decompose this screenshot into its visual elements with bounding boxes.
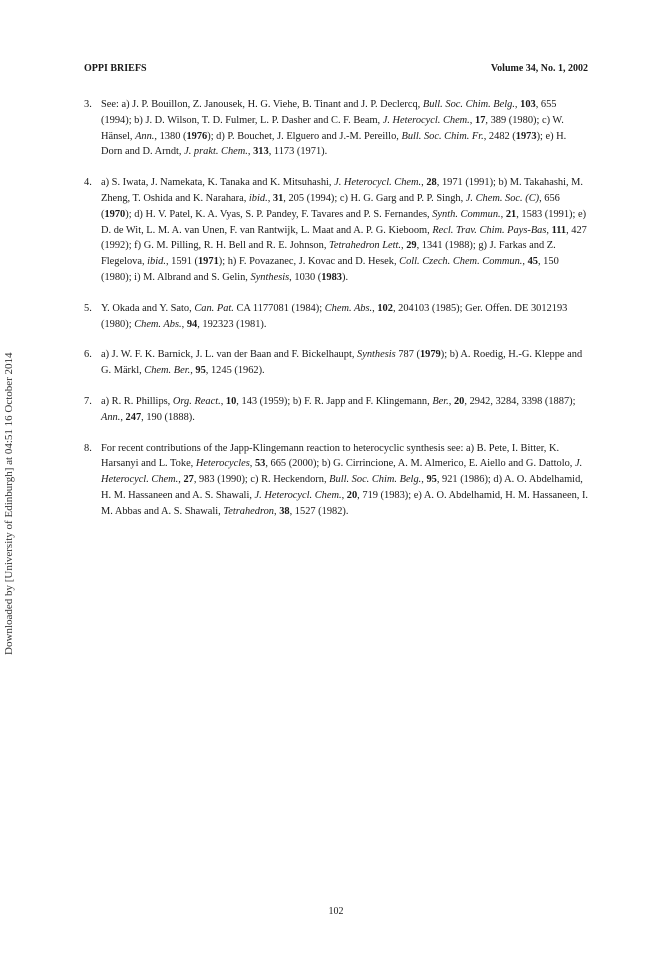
reference-number: 8. (84, 442, 92, 454)
citation-text: , (372, 302, 378, 314)
reference-number: 5. (84, 302, 92, 314)
reference-number: 6. (84, 349, 92, 361)
citation-text: , (448, 395, 454, 407)
citation-text: See: a) J. P. Bouillon, Z. Janousek, H. G. Viehe, B. Tinant and J. P. Declercq, (101, 99, 423, 110)
reference-number: 7. (84, 395, 92, 407)
citation-text: , (341, 489, 347, 501)
citation-text: ); b) A. Roedig, H.-G. Kleppe and G. Märkl, (101, 349, 583, 377)
citation-text: , (190, 365, 196, 377)
volume-number: 10 (225, 395, 237, 407)
citation-text: , 1591 ( (165, 256, 198, 268)
volume-number: 95 (426, 474, 437, 486)
volume-number: 28 (426, 177, 437, 189)
page-number: 102 (328, 906, 344, 917)
citation-text: , 427 (1992); f) G. M. Pilling, R. H. Bell and R. E. Johnson, (101, 224, 587, 252)
citation-text: , 190 (1888). (141, 411, 195, 423)
journal-title: Bull. Soc. Chim. Belg. (422, 99, 515, 110)
citation-text: a) R. R. Phillips, (101, 395, 173, 407)
reference-number: 4. (84, 177, 92, 189)
volume-number: 94 (186, 318, 198, 330)
reference-item (84, 441, 589, 520)
citation-text: , 921 (1986); d) A. O. Abdelhamid, H. M. Hassaneen and A. S. Shawali, (101, 474, 583, 501)
citation-text: , (500, 208, 506, 220)
volume-number: 313 (253, 146, 269, 158)
citation-text: , 389 (1980); c) W. Hänsel, (101, 114, 564, 142)
journal-title: Tetrahedron Lett. (329, 240, 401, 252)
reference-text (101, 177, 587, 283)
journal-title: Org. React. (172, 395, 221, 407)
journal-title: Bull. Soc. Chim. Fr. (401, 130, 484, 142)
journal-title: Ann. (135, 130, 155, 142)
reference-item (84, 347, 589, 379)
journal-title: Ber. (432, 395, 449, 407)
volume-number: 53 (254, 458, 266, 470)
journal-title: J. Heterocycl. Chem. (101, 458, 583, 486)
citation-text: , 205 (1994); c) H. G. Garg and P. P. Singh, (283, 192, 466, 204)
citation-text: ); d) H. V. Patel, K. A. Vyas, S. P. Pandey, F. Tavares and P. S. Fernandes, (125, 208, 433, 220)
journal-title: ibid. (147, 256, 166, 268)
volume-number: 29 (406, 240, 417, 252)
journal-title: Chem. Abs. (134, 318, 182, 330)
citation-text: , 1380 ( (154, 130, 187, 142)
citation-text: a) J. W. F. K. Barnick, J. L. van der Baan and F. Bickelhaupt, (101, 349, 358, 361)
citation-text: ); h) F. Povazanec, J. Kovac and D. Hesek, (218, 256, 400, 268)
journal-title: Tetrahedron (223, 505, 275, 517)
citation-text: , (178, 474, 184, 486)
reference-text (101, 99, 566, 157)
citation-text: , (514, 99, 521, 110)
reference-number: 3. (84, 99, 92, 110)
reference-text (101, 396, 576, 423)
journal-title: Chem. Abs. (324, 302, 373, 314)
citation-text: Y. Okada and Y. Sato, (101, 302, 195, 314)
volume-number: 31 (272, 192, 284, 204)
journal-title: Coll. Czech. Chem. Commun. (399, 256, 523, 268)
download-watermark-text: Downloaded by [University of Edinburgh] at 04:51 16 October 2014 (3, 352, 15, 655)
volume-number: 17 (475, 114, 486, 126)
reference-text (101, 443, 588, 517)
citation-text: , (120, 411, 126, 423)
citation-text: ); d) P. Bouchet, J. Elguero and J.-M. Pereillo, (207, 130, 402, 142)
citation-text: , 719 (1983); e) A. O. Abdelhamid, H. M. Hassaneen, I. M. Abbas and A. S. Shawali, (101, 489, 589, 517)
journal-title: J. Chem. Soc. (C) (465, 192, 540, 204)
citation-text: , 1971 (1991); b) M. Takahashi, M. Zheng, T. Oshida and K. Narahara, (101, 177, 584, 204)
citation-text: CA 1177081 (1984); (233, 302, 325, 314)
journal-title: J. Heterocycl. Chem. (334, 177, 422, 189)
volume-number: 1973 (515, 130, 537, 142)
download-watermark (3, 352, 15, 655)
citation-text: , (267, 192, 273, 204)
journal-title: Heterocycles (195, 458, 250, 470)
citation-text: , 2482 ( (483, 130, 516, 142)
citation-text: , 2942, 3284, 3398 (1887); (464, 395, 576, 407)
volume-number: 21 (505, 208, 517, 220)
journal-title: Synth. Commun. (432, 208, 501, 220)
citation-text: ). (342, 271, 349, 283)
volume-number: 20 (453, 395, 465, 407)
volume-number: 1983 (321, 271, 342, 283)
citation-text: , (469, 114, 475, 126)
reference-list (84, 97, 589, 535)
citation-text: , 983 (1990); c) R. Heckendorn, (193, 474, 330, 486)
citation-text: , 1341 (1988); g) J. Farkas and Z. Flegelova, (101, 240, 556, 268)
journal-title: Chem. Ber. (144, 365, 191, 377)
citation-text: ); e) H. Dorn and D. Arndt, (101, 130, 567, 158)
citation-text: , (181, 318, 187, 330)
citation-text: , 1173 (1971). (268, 146, 328, 158)
journal-title: J. Heterocycl. Chem. (382, 114, 470, 126)
citation-text: For recent contributions of the Japp-Klingemann reaction to heterocyclic synthesis see: a) B. Pete, I. Bitter, K. Harsanyi and L. Toke, (101, 442, 560, 470)
volume-number: 27 (183, 474, 194, 486)
journal-title: J. Heterocycl. Chem. (254, 489, 342, 501)
volume-number: 38 (279, 505, 290, 517)
citation-text: , (421, 177, 427, 189)
running-header (84, 63, 588, 77)
citation-text: , 143 (1959); b) F. R. Japp and F. Klingemann, (236, 395, 433, 407)
volume-number: 103 (520, 99, 536, 110)
citation-text: a) S. Iwata, J. Namekata, K. Tanaka and K. Mitsuhashi, (101, 177, 335, 189)
journal-section-title: OPPI BRIEFS (84, 63, 147, 74)
citation-text: , (247, 146, 254, 158)
volume-number: 111 (551, 224, 567, 236)
journal-title: Bull. Soc. Chim. Belg. (329, 474, 422, 486)
volume-number: 45 (527, 256, 538, 268)
reference-item (84, 97, 589, 160)
citation-text: , 192323 (1981). (197, 318, 267, 330)
volume-number: 102 (377, 302, 393, 314)
citation-text: , (249, 458, 255, 470)
volume-number: 95 (195, 365, 206, 377)
journal-title: Recl. Trav. Chim. Pays-Bas (432, 224, 547, 236)
reference-text (101, 349, 582, 376)
journal-title: Synthesis (357, 349, 396, 361)
citation-text: , 204103 (1985); Ger. Offen. DE 3012193 (1980); (101, 302, 568, 330)
citation-text: , 665 (2000); b) G. Cirrincione, A. M. Almerico, E. Aiello and G. Dattolo, (265, 458, 575, 470)
volume-info: Volume 34, No. 1, 2002 (490, 63, 588, 74)
citation-text: , (220, 395, 226, 407)
volume-number: 20 (346, 489, 358, 501)
citation-text: , (274, 505, 280, 517)
citation-text: , (546, 224, 552, 236)
citation-text: , 1245 (1962). (205, 365, 265, 377)
journal-title: ibid. (248, 192, 268, 204)
reference-item (84, 301, 589, 333)
volume-number: 1970 (104, 208, 126, 220)
reference-text (101, 303, 567, 330)
citation-text: , (421, 474, 427, 486)
volume-number: 1979 (419, 349, 441, 361)
citation-text: , 1030 ( (289, 271, 322, 283)
citation-text: 787 ( (395, 349, 420, 361)
volume-number: 247 (125, 411, 142, 423)
reference-item (84, 175, 589, 286)
citation-text: , 1527 (1982). (289, 505, 349, 517)
citation-text: , 1583 (1991); e) D. de Wit, L. M. A. van Unen, F. van Rantwijk, L. Maat and A. P. G. Kieboom, (101, 208, 587, 236)
volume-number: 1971 (197, 256, 219, 268)
journal-title: Synthesis (250, 271, 290, 283)
citation-text: , 150 (1980); i) M. Albrand and S. Gelin, (101, 256, 559, 283)
volume-number: 1976 (186, 130, 208, 142)
citation-text: , (401, 240, 407, 252)
citation-text: , 656 ( (101, 192, 560, 220)
reference-item (84, 394, 589, 426)
journal-title: Can. Pat. (194, 302, 234, 314)
citation-text: , (522, 256, 528, 268)
citation-text: , 655 (1994); b) J. D. Wilson, T. D. Fulmer, L. P. Dasher and C. F. Beam, (101, 99, 557, 126)
journal-title: J. prakt. Chem. (184, 146, 248, 158)
journal-title: Ann. (101, 411, 121, 423)
